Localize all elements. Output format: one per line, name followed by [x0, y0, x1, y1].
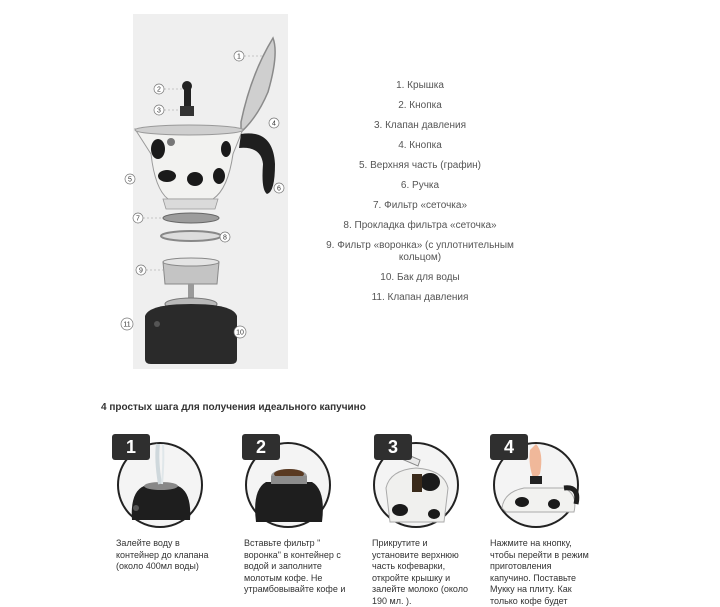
step-4	[478, 430, 596, 606]
svg-text:5: 5	[128, 176, 132, 184]
svg-text:3: 3	[157, 107, 161, 115]
callout-2	[154, 84, 182, 94]
step-1-number: 1	[112, 434, 150, 460]
exploded-diagram-illustration	[123, 14, 288, 369]
step-1	[104, 430, 222, 589]
callout-10	[234, 326, 246, 338]
part-item: 11. Клапан давления	[371, 292, 469, 303]
callout-1	[234, 51, 263, 61]
step-2	[232, 430, 350, 594]
step-2-caption: Вставьте фильтр " воронка" в контейнер с водой и заполните молотым кофе. Не утрамбовывайте кофе и	[244, 538, 346, 594]
callout-9	[136, 265, 163, 275]
part-item: 8. Прокладка фильтра «сеточка»	[343, 220, 497, 231]
carafe-icon	[135, 129, 243, 199]
part-item: 9. Фильтр «воронка» (с уплотнительным кольцом)	[326, 240, 514, 263]
svg-text:8: 8	[223, 234, 227, 242]
part-item: 3. Клапан давления	[373, 120, 467, 131]
step-3	[360, 430, 478, 606]
svg-text:4: 4	[272, 120, 276, 128]
step-4-number: 4	[490, 434, 528, 460]
callout-7	[133, 213, 163, 223]
svg-text:7: 7	[136, 215, 140, 223]
svg-text:6: 6	[277, 185, 281, 193]
part-item: 5. Верхняя часть (графин)	[358, 160, 482, 171]
part-item: 7. Фильтр «сеточка»	[372, 200, 468, 211]
exploded-diagram	[123, 14, 288, 369]
svg-text:9: 9	[139, 267, 143, 275]
callout-4	[269, 118, 279, 128]
part-item: 10. Бак для воды	[380, 272, 460, 283]
svg-text:1: 1	[237, 53, 241, 61]
handle-icon	[239, 133, 275, 194]
filter-gasket-icon	[161, 231, 221, 241]
callout-3	[154, 105, 180, 115]
svg-text:10: 10	[236, 329, 244, 337]
svg-text:2: 2	[157, 86, 161, 94]
part-item: 4. Кнопка	[398, 140, 442, 151]
callout-5	[125, 174, 135, 184]
callout-8	[220, 232, 230, 242]
step-3-caption: Прикрутите и установите верхнюю часть кофеварки, откройте крышку и залейте молоко (около 190 мл. ).	[372, 538, 469, 606]
part-item: 1. Крышка	[396, 80, 444, 91]
parts-list	[290, 80, 550, 304]
callout-11	[121, 318, 133, 330]
filter-mesh-icon	[163, 213, 219, 223]
svg-text:11: 11	[123, 321, 131, 329]
steps-title: 4 простых шага для получения идеального капучино	[101, 402, 366, 413]
step-3-number: 3	[374, 434, 412, 460]
step-1-caption: Залейте воду в контейнер до клапана (около 400мл воды)	[116, 538, 209, 571]
part-item: 2. Кнопка	[398, 100, 442, 111]
lid-icon	[241, 38, 275, 132]
part-item: 6. Ручка	[400, 180, 440, 191]
step-2-number: 2	[242, 434, 280, 460]
water-tank-icon	[145, 304, 237, 364]
step-4-caption: Нажмите на кнопку, чтобы перейти в режим приготовления капучино. Поставьте Мукку на плиту. Как только кофе будет	[490, 538, 589, 606]
callout-6	[274, 183, 284, 193]
